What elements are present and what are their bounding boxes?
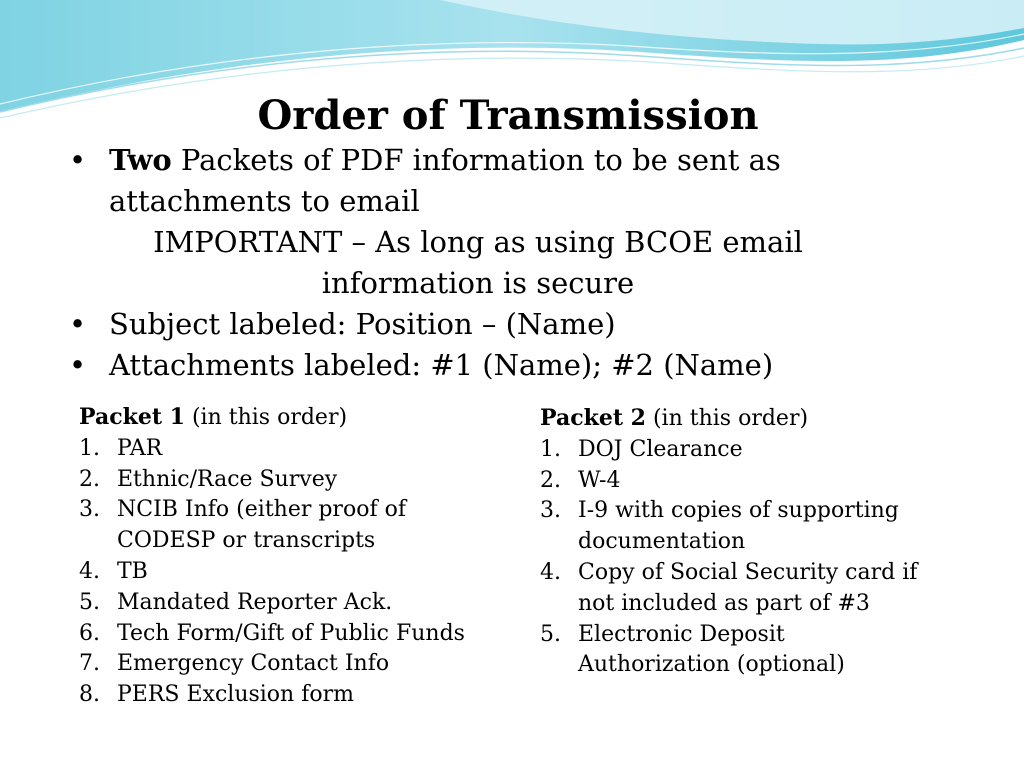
- packet-1-heading: [79, 402, 509, 434]
- important-line-2: information is secure: [321, 266, 635, 300]
- important-line-1: IMPORTANT – As long as using BCOE email: [153, 225, 803, 259]
- list-item-text: DOJ Clearance: [578, 436, 743, 462]
- list-item-number: 1.: [540, 436, 561, 462]
- packet-1-items: [79, 434, 509, 711]
- list-item-text: W-4: [578, 467, 621, 493]
- bullet-list: [68, 140, 998, 386]
- packet-note: (in this order): [184, 405, 348, 430]
- list-item-text: Emergency Contact Info: [117, 651, 390, 677]
- packet-1-list: [79, 402, 509, 711]
- bullet-bold-word: Two: [109, 143, 172, 177]
- list-item-number: 3.: [79, 497, 100, 523]
- list-item: [540, 496, 1020, 558]
- packet-title: Packet 2: [540, 405, 646, 431]
- list-item-number: 4.: [79, 558, 100, 584]
- list-item-text: Authorization (optional): [578, 652, 845, 678]
- list-item-text: PAR: [117, 435, 163, 461]
- list-item: [79, 588, 509, 619]
- list-item-number: 2.: [540, 467, 561, 493]
- list-item: [79, 680, 509, 711]
- bullet-text-continued: attachments to email: [109, 184, 420, 218]
- list-item-text: not included as part of #3: [578, 590, 870, 616]
- list-item: [79, 495, 509, 557]
- list-item: [79, 434, 509, 465]
- list-item-number: 5.: [79, 589, 100, 615]
- list-item: [79, 649, 509, 680]
- list-item-number: 7.: [79, 651, 100, 677]
- list-item-number: 5.: [540, 621, 561, 647]
- bullet-item-attachments: [68, 345, 998, 386]
- list-item: [79, 619, 509, 650]
- list-item-text: documentation: [578, 529, 746, 555]
- packet-2-list: [540, 403, 1020, 681]
- list-item: [79, 557, 509, 588]
- list-item: [540, 558, 1020, 620]
- list-item-text: NCIB Info (either proof of: [117, 497, 406, 523]
- list-item-number: 8.: [79, 682, 100, 708]
- list-item: [540, 435, 1020, 466]
- list-item-text: I-9 with copies of supporting: [578, 498, 899, 524]
- list-item-text: Copy of Social Security card if: [578, 559, 918, 585]
- list-item-number: 1.: [79, 435, 100, 461]
- list-item: [79, 465, 509, 496]
- list-item-number: 3.: [540, 498, 561, 524]
- list-item-text: Tech Form/Gift of Public Funds: [117, 620, 465, 646]
- list-item: [540, 620, 1020, 682]
- list-item-text: Mandated Reporter Ack.: [117, 589, 393, 615]
- packet-2-heading: [540, 403, 1020, 435]
- packet-note: (in this order): [645, 406, 809, 431]
- bullet-text: Attachments labeled: #1 (Name); #2 (Name): [109, 348, 774, 382]
- list-item-number: 2.: [79, 466, 100, 492]
- slide-title: Order of Transmission: [257, 92, 759, 139]
- packet-title: Packet 1: [79, 404, 185, 430]
- list-item-number: 4.: [540, 559, 561, 585]
- list-item-text: Electronic Deposit: [578, 621, 785, 647]
- bullet-text: Packets of PDF information to be sent as: [171, 143, 781, 177]
- bullet-item-packets: [68, 140, 998, 222]
- list-item-text: Ethnic/Race Survey: [117, 466, 338, 492]
- bullet-text: Subject labeled: Position – (Name): [109, 307, 616, 341]
- important-note: [68, 222, 998, 304]
- list-item-number: 6.: [79, 620, 100, 646]
- list-item-text: TB: [117, 558, 148, 584]
- list-item-text: CODESP or transcripts: [117, 528, 376, 554]
- list-item: [540, 466, 1020, 497]
- packet-2-items: [540, 435, 1020, 681]
- bullet-item-subject: [68, 304, 998, 345]
- list-item-text: PERS Exclusion form: [117, 682, 354, 708]
